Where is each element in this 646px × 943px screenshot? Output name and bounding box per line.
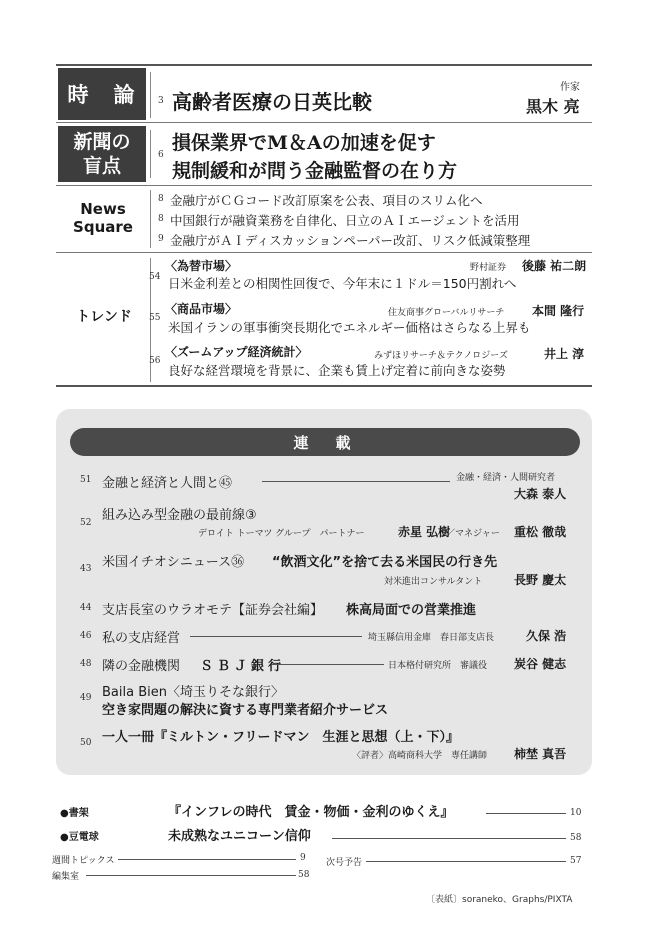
divider <box>56 252 592 253</box>
news-item[interactable]: 中国銀行が融資業務を自律化、日立のＡＩエージェントを活用 <box>170 213 520 228</box>
top-rule <box>56 64 592 66</box>
shinbun-separator <box>150 130 151 178</box>
serial-item-subtitle[interactable]: ＳＢＪ銀行 <box>200 659 286 674</box>
serial-item-page: 44 <box>80 603 92 613</box>
trend-item-text[interactable]: 良好な経営環境を背景に、企業も賃上げ定着に前向きな姿勢 <box>168 363 506 378</box>
trend-label: トレンド <box>76 309 132 325</box>
serial-item-page: 49 <box>80 693 92 703</box>
shinbun-page: 6 <box>158 150 164 160</box>
next-label[interactable]: 次号予告 <box>326 858 363 868</box>
next-page: 57 <box>570 856 582 866</box>
serial-item-subtitle[interactable]: 空き家問題の解決に資する専門業者紹介サービス <box>102 703 389 718</box>
serial-item-title[interactable]: 金融と経済と人間と㊺ <box>102 476 233 491</box>
leader-line <box>190 636 362 637</box>
serial-item-author: 炭谷 健志 <box>514 657 567 671</box>
serial-item-author: 赤星 弘樹 <box>398 525 451 539</box>
serial-item-author: 長野 慶太 <box>514 573 567 587</box>
trend-item-affiliation: 住友商事グローバルリサーチ <box>388 308 505 318</box>
serial-item-affiliation: デロイト トーマツ グループ パートナー <box>198 529 365 539</box>
topics-page: 9 <box>300 853 306 863</box>
serial-item-page: 52 <box>80 518 92 528</box>
serial-item-title[interactable]: Baila Bien〈埼玉りそな銀行〉 <box>102 685 284 700</box>
serial-item-title[interactable]: 一人一冊『ミルトン・フリードマン 生涯と思想（上・下）』 <box>102 730 459 745</box>
serial-item-subtitle[interactable]: “飲酒文化”を捨て去る米国民の行き先 <box>272 555 498 570</box>
editor-page: 58 <box>298 870 310 880</box>
serial-header: 連 載 <box>70 428 580 456</box>
trend-item-author: 井上 淳 <box>544 347 585 361</box>
leader-line <box>118 859 296 860</box>
leader-line <box>486 813 566 814</box>
divider <box>56 185 592 186</box>
shoka-label: ●書架 <box>60 808 89 819</box>
jiron-separator <box>150 72 151 118</box>
leader-line <box>332 838 566 839</box>
news-item[interactable]: 金融庁がＣＧコード改訂原案を公表、項目のスリム化へ <box>170 193 483 208</box>
shinbun-label <box>58 126 146 182</box>
jiron-label: 時 論 <box>58 68 146 120</box>
trend-item-page: 55 <box>149 313 161 323</box>
mamedenkyu-title[interactable]: 未成熟なユニコーン信仰 <box>168 829 311 844</box>
serial-item-title[interactable]: 米国イチオシニュース㊱ <box>102 555 245 570</box>
bottom-rule <box>56 385 592 387</box>
leader-line <box>262 481 450 482</box>
serial-item-title[interactable]: 私の支店経営 <box>102 631 181 646</box>
shinbun-label-line2: 盲点 <box>82 155 121 177</box>
leader-line <box>272 664 384 665</box>
shinbun-title-line1[interactable]: 損保業界でM＆Aの加速を促す <box>172 132 436 154</box>
trend-item-affiliation: みずほリサーチ＆テクノロジーズ <box>374 351 508 361</box>
serial-item-affiliation: 対米進出コンサルタント <box>384 577 483 587</box>
news-item-page: 9 <box>158 234 164 244</box>
serial-item-affiliation: 〈評者〉高崎商科大学 専任講師 <box>352 751 488 761</box>
serial-item-author-2: 重松 徹哉 <box>514 525 567 539</box>
editor-label[interactable]: 編集室 <box>52 872 80 882</box>
serial-item-title[interactable]: 支店長室のウラオモテ【証券会社編】 <box>102 603 324 618</box>
trend-item-author: 後藤 祐二朗 <box>522 259 587 273</box>
serial-item-title[interactable]: 組み込み型金融の最前線③ <box>102 508 257 523</box>
shinbun-title-line2[interactable]: 規制緩和が問う金融監督の在り方 <box>172 160 458 182</box>
topics-label[interactable]: 週間トピックス <box>52 856 115 866</box>
shinbun-label-line1: 新聞の <box>73 131 131 153</box>
news-square-label-line1: News <box>80 200 126 218</box>
serial-panel <box>56 409 592 775</box>
serial-item-affiliation: 金融・経済・人間研究者 <box>456 473 556 483</box>
jiron-author-role: 作家 <box>560 82 580 93</box>
serial-item-page: 46 <box>80 631 92 641</box>
news-square-separator <box>150 190 151 248</box>
trend-item-author: 本間 隆行 <box>532 304 585 318</box>
news-item[interactable]: 金融庁がＡＩディスカッションペーパー改訂、リスク低減策整理 <box>170 233 531 248</box>
shoka-title[interactable]: 『インフレの時代 賃金・物価・金利のゆくえ』 <box>168 805 454 820</box>
cover-credit: 〔表紙〕soraneko、Graphs/PIXTA <box>426 895 573 905</box>
serial-item-author: 柿埜 真吾 <box>514 747 567 761</box>
trend-item-affiliation: 野村証券 <box>470 263 507 273</box>
serial-item-page: 51 <box>80 475 92 485</box>
serial-item-page: 50 <box>80 738 92 748</box>
jiron-title[interactable]: 高齢者医療の日英比較 <box>172 90 372 114</box>
trend-item-page: 54 <box>149 272 161 282</box>
serial-item-affiliation-2: ／マネジャー <box>446 529 500 539</box>
leader-line <box>86 875 296 876</box>
trend-item-page: 56 <box>149 356 161 366</box>
trend-item-category: 〈ズームアップ経済統計〉 <box>165 345 308 359</box>
serial-item-page: 43 <box>80 564 92 574</box>
trend-item-text[interactable]: 米国イランの軍事衝突長期化でエネルギー価格はさらなる上昇も <box>168 320 531 335</box>
serial-item-affiliation: 埼玉縣信用金庫 春日部支店長 <box>368 633 495 643</box>
shoka-page: 10 <box>570 808 582 818</box>
divider <box>56 122 592 123</box>
serial-item-page: 48 <box>80 659 92 669</box>
trend-item-category: 〈為替市場〉 <box>165 259 238 273</box>
news-item-page: 8 <box>158 194 164 204</box>
mamedenkyu-label: ●豆電球 <box>60 832 99 843</box>
news-item-page: 8 <box>158 214 164 224</box>
serial-item-title[interactable]: 隣の金融機関 <box>102 659 181 674</box>
news-square-label-line2: Square <box>73 218 133 236</box>
jiron-page: 3 <box>158 96 164 106</box>
serial-item-subtitle[interactable]: 株高局面での営業推進 <box>346 603 477 618</box>
leader-line <box>366 861 566 862</box>
serial-item-author: 大森 泰人 <box>514 487 567 501</box>
jiron-author: 黒木 亮 <box>526 97 580 116</box>
trend-item-category: 〈商品市場〉 <box>165 302 238 316</box>
serial-item-affiliation: 日本格付研究所 審議役 <box>388 661 488 671</box>
trend-item-text[interactable]: 日米金利差との相関性回復で、今年末に１ドル＝150円割れへ <box>168 276 517 291</box>
mamedenkyu-page: 58 <box>570 833 582 843</box>
serial-item-author: 久保 浩 <box>526 629 567 643</box>
